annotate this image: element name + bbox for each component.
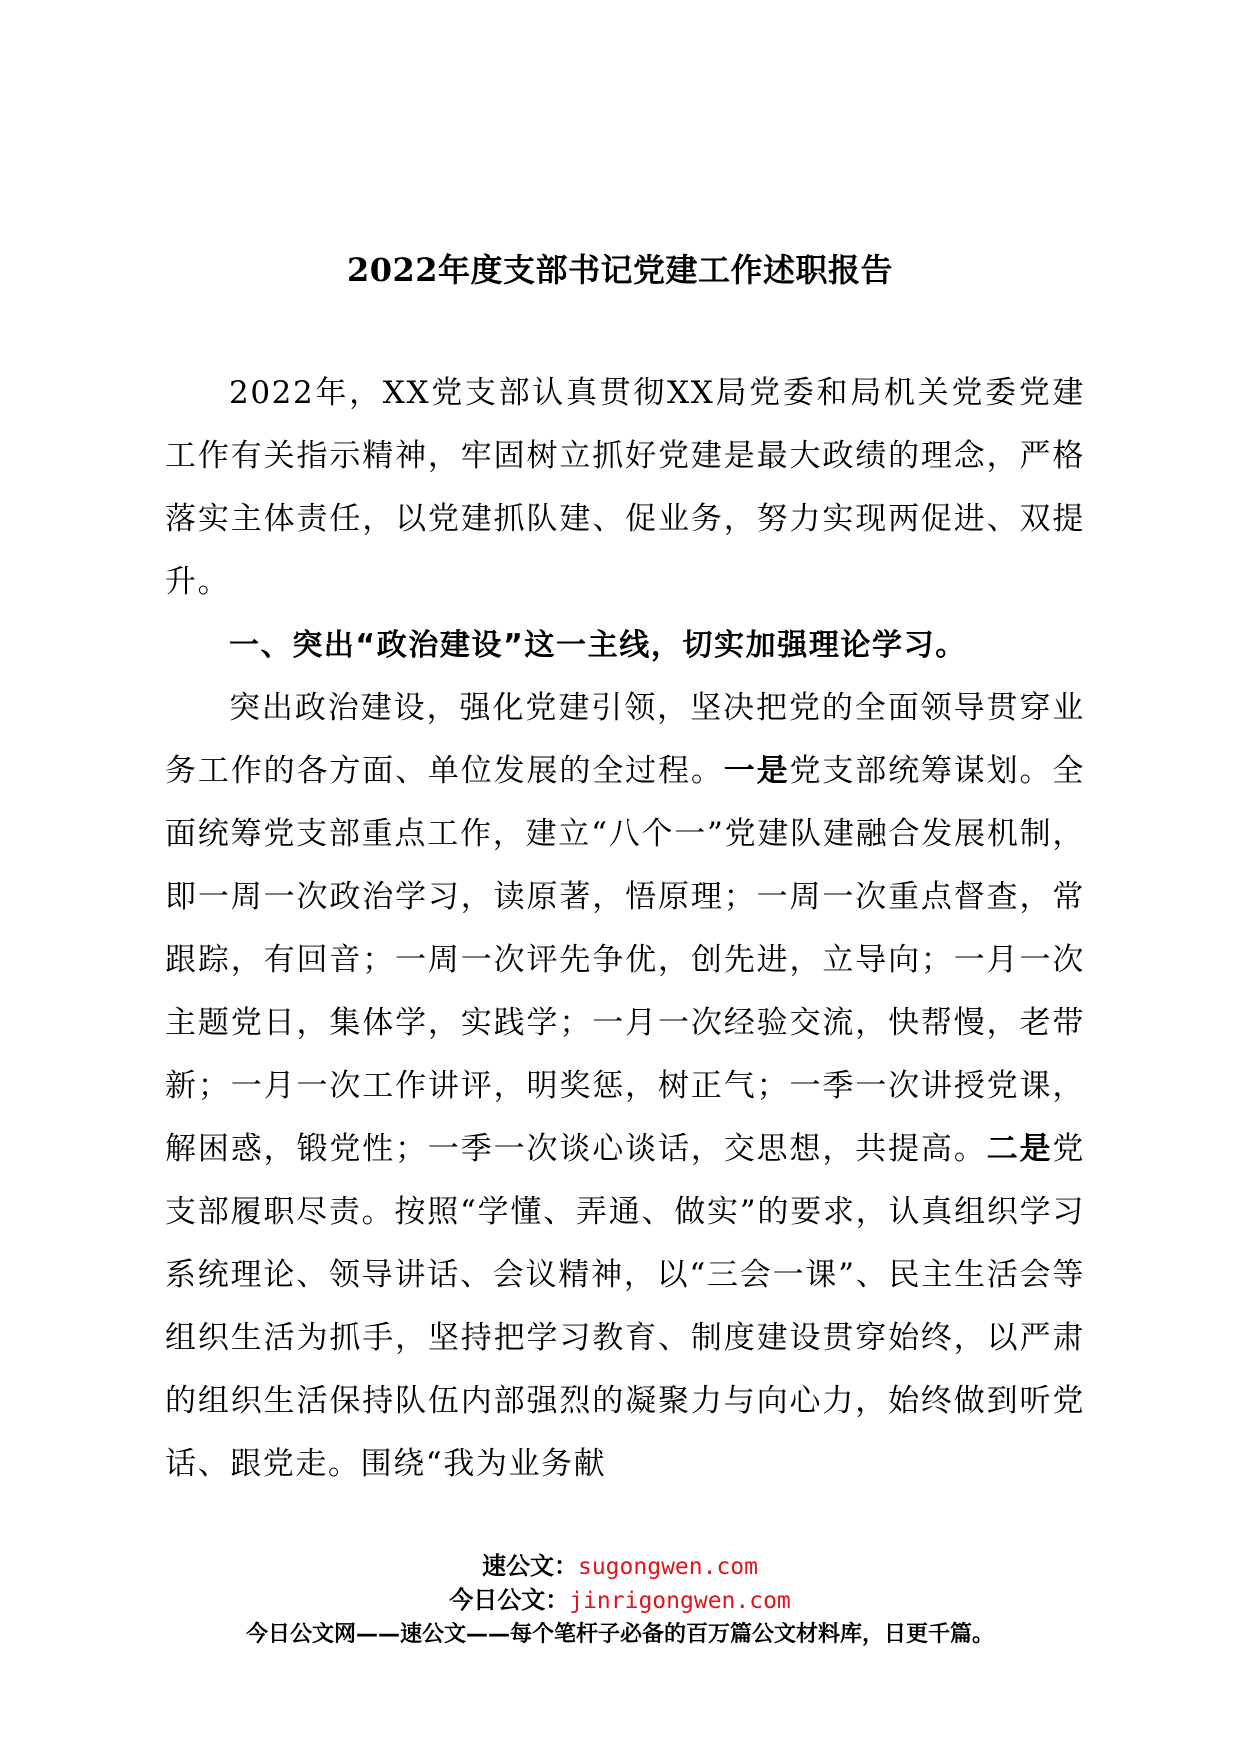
section-text-c: 党支部履职尽责。按照“学懂、弄通、做实”的要求，认真组织学习系统理论、领导讲话、会议精神，以“三会一课”、民主生活会等组织生活为抓手，坚持把学习教育、制度建设贯穿始终，以严肃的组织生活保持队伍内部强烈的凝聚力与向心力，始终做到听党话、跟党走。围绕“我为业务献: [165, 1131, 1085, 1482]
footer-line-1: [0, 1550, 1240, 1584]
section-heading: 一、突出“政治建设”这一主线，切实加强理论学习。: [229, 628, 967, 663]
section-text-b: 党支部统筹谋划。全面统筹党支部重点工作，建立“八个一”党建队建融合发展机制，即一周一次政治学习，读原著，悟原理；一周一次重点督查，常跟踪，有回音；一周一次评先争优，创先进，立导向；一月一次主题党日，集体学，实践学；一月一次经验交流，快帮慢，老带新；一月一次工作讲评，明奖惩，树正气；一季一次讲授党课，解困惑，锻党性；一季一次谈心谈话，交思想，共提高。: [165, 753, 1085, 1167]
watermark-footer: [0, 1550, 1240, 1652]
section-paragraph: [165, 677, 1085, 1496]
footer-tagline: 今日公文网——速公文——每个笔杆子必备的百万篇公文材料库，日更千篇。: [245, 1622, 994, 1647]
intro-paragraph: 2022年，XX党支部认真贯彻XX局党委和局机关党委党建工作有关指示精神，牢固树立抓好党建是最大政绩的理念，严格落实主体责任，以党建抓队建、促业务，努力实现两促进、双提升。: [165, 375, 1085, 600]
document-title: 2022年度支部书记党建工作述职报告: [346, 251, 894, 289]
footer-link-jinrigongwen[interactable]: jinrigongwen.com: [569, 1588, 791, 1614]
footer-link-sugongwen[interactable]: sugongwen.com: [577, 1554, 758, 1580]
footer-label-1: 速公文：: [481, 1552, 578, 1580]
footer-line-2: [0, 1584, 1240, 1618]
document-body: [165, 362, 1085, 1496]
section-text-a: 突出政治建设，强化党建引领，坚决把党的全面领导贯穿业务工作的各方面、单位发展的全过程。: [165, 690, 1085, 789]
footer-label-2: 今日公文：: [449, 1586, 570, 1614]
lead-phrase-1: 一是: [723, 753, 790, 789]
lead-phrase-2: 二是: [986, 1131, 1053, 1167]
